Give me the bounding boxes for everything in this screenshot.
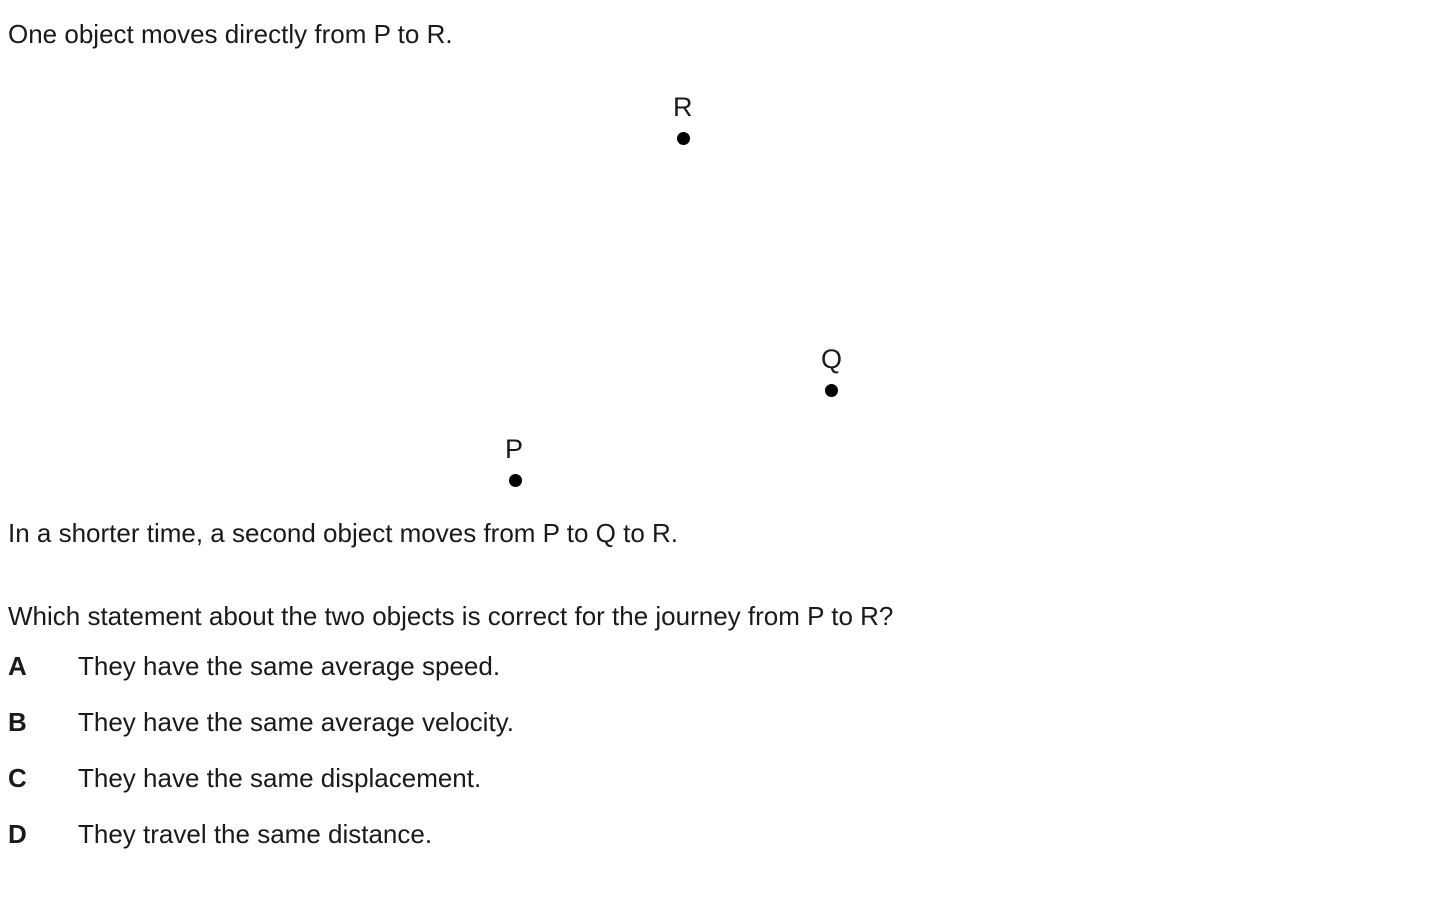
option-row-c[interactable] <box>0 762 1442 818</box>
option-text-a: They have the same average speed. <box>78 651 501 681</box>
question-prompt: Which statement about the two objects is correct for the journey from P to R? <box>8 601 894 631</box>
answer-options <box>0 650 1442 874</box>
option-letter-b: B <box>8 707 27 737</box>
point-dot-q <box>825 384 838 397</box>
option-row-d[interactable] <box>0 818 1442 874</box>
intro-statement: One object moves directly from P to R. <box>8 19 453 49</box>
second-statement: In a shorter time, a second object moves from P to Q to R. <box>8 518 679 548</box>
option-text-d: They travel the same distance. <box>78 819 433 849</box>
points-diagram <box>0 70 1442 500</box>
option-text-b: They have the same average velocity. <box>78 707 514 737</box>
option-letter-c: C <box>8 763 27 793</box>
point-label-q: Q <box>821 344 843 374</box>
option-row-b[interactable] <box>0 706 1442 762</box>
option-text-c: They have the same displacement. <box>78 763 482 793</box>
point-label-r: R <box>673 92 693 122</box>
option-row-a[interactable] <box>0 650 1442 706</box>
option-letter-a: A <box>8 651 27 681</box>
option-letter-d: D <box>8 819 27 849</box>
point-dot-r <box>677 132 690 145</box>
point-label-p: P <box>505 434 524 464</box>
point-dot-p <box>509 474 522 487</box>
